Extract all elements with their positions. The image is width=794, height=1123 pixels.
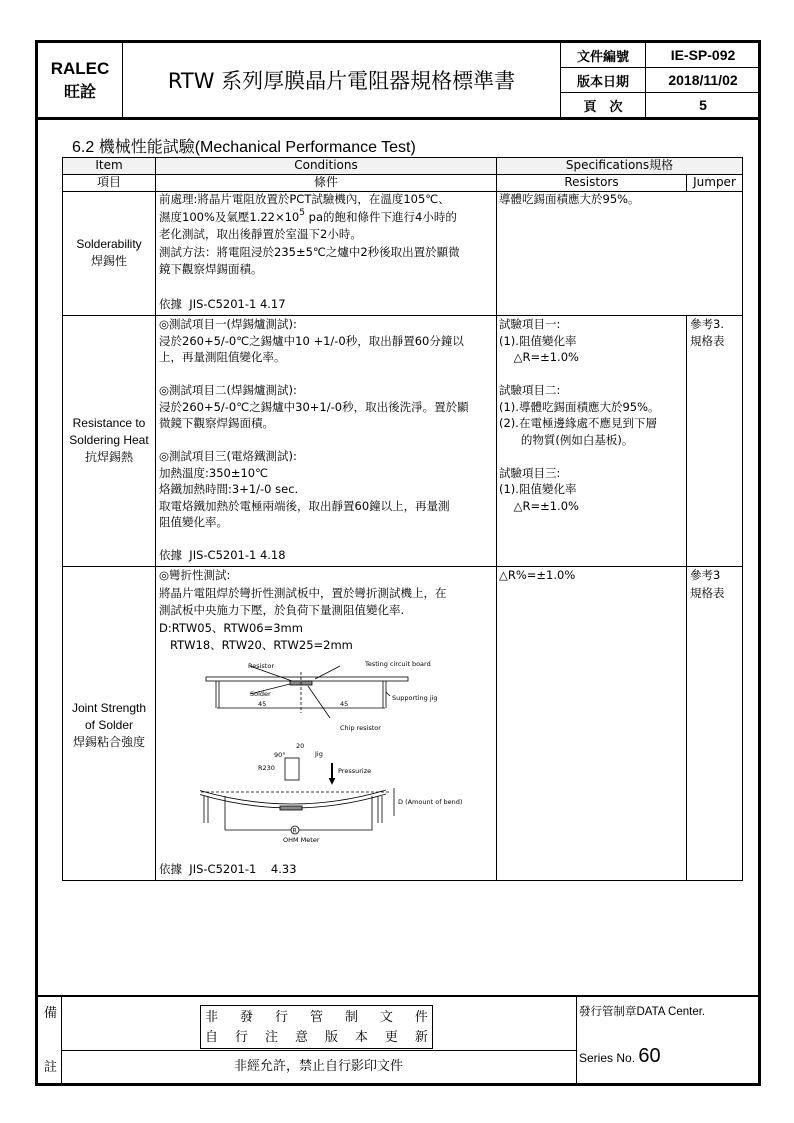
row1-conditions (156, 191, 460, 279)
doc-title: RTW 系列厚膜晶片電阻器規格標準書 (167, 69, 516, 93)
col-cond-zh: 條件 (155, 174, 497, 192)
date: 2018/11/02 (645, 67, 761, 93)
row3-spec: △R%=±1.0% (499, 568, 576, 582)
text-line (159, 531, 469, 548)
footer-divider (37, 995, 761, 997)
text-line: 測試板中央施力下壓，於負荷下量測阻值變化率. (159, 603, 405, 617)
text-line (159, 366, 469, 383)
row3-item (62, 700, 156, 751)
stamp-char: 版 (324, 1030, 338, 1045)
series (579, 1045, 661, 1068)
cond-line: 測試方法：將電阻浸於235±5℃之爐中2秒後取出置於顯微 (159, 244, 460, 259)
label-chip-resistor: Chip resistor (340, 724, 381, 732)
text-line: 試驗項目二: (499, 383, 561, 397)
stamp-char: 本 (354, 1030, 368, 1045)
item-en: Resistance to (72, 416, 146, 430)
col-spec: Specifications規格 (496, 157, 743, 175)
text-line: 微鏡下觀察焊錫面積。 (159, 416, 274, 430)
text: 濕度100%及氣壓1.22×10 (159, 209, 300, 224)
label-resistor: Resistor (248, 662, 274, 670)
remark-bei: 備 (44, 1006, 58, 1021)
col-item-zh: 項目 (62, 174, 156, 192)
item-en: Soldering Heat (69, 433, 149, 447)
item-zh: 焊錫性 (90, 254, 127, 268)
text-line: 的物質(例如白基板)。 (499, 432, 634, 447)
col-resistors: Resistors (496, 174, 687, 192)
stamp-char: 發 (239, 1010, 253, 1025)
label-board: Testing circuit board (365, 660, 431, 668)
row1-spec-cell (496, 191, 743, 316)
logo-zh: 旺詮 (63, 81, 96, 101)
label-dim-right: 45 (340, 700, 349, 708)
data-center: 發行管制章DATA Center. (579, 1006, 706, 1018)
stamp-char: 新 (414, 1030, 428, 1045)
remark-zhu: 註 (44, 1060, 58, 1075)
doc-no-label: 文件編號 (560, 42, 646, 68)
row2-conditions (156, 316, 469, 564)
stamp-line-2 (205, 1028, 428, 1048)
stamp-char: 意 (294, 1030, 308, 1045)
label-radius: R230 (258, 764, 275, 772)
row2-item (62, 415, 156, 466)
cond-line: 鏡下觀察焊錫面積。 (159, 262, 263, 276)
footer-row-line (61, 1050, 576, 1051)
item-en: Solderability (76, 237, 142, 251)
item-zh: 焊錫粘合強度 (72, 735, 145, 749)
stamp-char: 制 (344, 1010, 358, 1025)
text-line (499, 448, 660, 465)
section-title: 6.2 機械性能試驗(Mechanical Performance Test) (72, 139, 416, 156)
text-line: (1).導體吃錫面積應大於95%。 (499, 399, 660, 414)
label-ohm-meter: OHM Meter (283, 836, 320, 844)
row3-spec-cell (496, 566, 687, 881)
text-line: 試驗項目一: (499, 317, 561, 331)
cond-line: 老化測試，取出後靜置於室溫下2小時。 (159, 227, 362, 241)
stamp-char: 件 (414, 1010, 428, 1025)
label-dim-left: 45 (258, 700, 267, 708)
header-divider (37, 118, 761, 120)
text-line: 上，再量測阻值變化率。 (159, 350, 286, 364)
stamp-char: 更 (384, 1030, 398, 1045)
text-line: △R=±1.0% (499, 350, 579, 364)
row1-spec: 導體吃錫面積應大於95%。 (499, 192, 640, 206)
text-line: △R=±1.0% (499, 498, 579, 513)
stamp-char: 行 (234, 1030, 248, 1045)
stamp-char: 行 (274, 1010, 288, 1025)
stamp-line-1 (205, 1008, 428, 1028)
testing-board (206, 677, 408, 681)
text-line: (2).在電極邊緣處不應見到下層 (499, 416, 657, 430)
row2-jumper (688, 316, 725, 349)
text-line: 參考3. (690, 317, 724, 331)
text: pa的飽和條件下進行4小時的 (305, 209, 457, 224)
item-zh: 抗焊錫熱 (84, 450, 133, 464)
text-line: 試驗項目三: (499, 465, 561, 480)
stamp-char: 非 (205, 1010, 219, 1025)
row3-jumper-cell (686, 566, 743, 881)
label-dim-top: 20 (296, 742, 305, 750)
text-line: 浸於260+5/-0℃之錫爐中10 +1/-0秒，取出靜置60分鐘以 (159, 333, 464, 348)
date-label: 版本日期 (560, 67, 646, 93)
label-pressurize: Pressurize (338, 767, 372, 775)
row3-jumper (688, 567, 725, 602)
text-line: ◎彎折性測試: (159, 568, 231, 582)
row2-jumper-cell (686, 315, 743, 567)
text-line: ◎測試項目一(焊錫爐測試): (159, 317, 297, 331)
doc-title-cell (122, 42, 561, 118)
row1-cond-reference: 依據 JIS-C5201-1 4.17 (159, 297, 286, 311)
control-stamp (200, 1005, 433, 1049)
text-line: RTW18、RTW20、RTW25=2mm (159, 638, 353, 652)
row3-cond-reference: 依據 JIS-C5201-1 4.33 (159, 862, 297, 876)
series-number: 60 (638, 1045, 661, 1067)
col-cond-en: Conditions (155, 157, 497, 175)
cond-line: 前處理:將晶片電阻放置於PCT試驗機內，在溫度105℃、 (159, 192, 450, 206)
text-line: 規格表 (690, 585, 725, 600)
text-line: 將晶片電阻焊於彎折性測試板中，置於彎折測試機上，在 (159, 585, 447, 600)
row1-item (62, 236, 156, 270)
col-item-en: Item (62, 157, 156, 175)
text-line: (1).阻值變化率 (499, 482, 577, 496)
bending-test-diagram (200, 658, 470, 858)
col-jumper: Jumper (686, 174, 743, 192)
text-line: 依據 JIS-C5201-1 4.18 (159, 548, 286, 562)
label-bend: D (Amount of bend) (398, 798, 463, 806)
row3-conditions (156, 567, 447, 655)
text-line: 取電烙鐵加熱於電極兩端後，取出靜置60鐘以上，再量測 (159, 498, 450, 513)
text-line (159, 432, 469, 449)
exponent: 5 (299, 207, 305, 218)
doc-no: IE-SP-092 (645, 42, 761, 68)
ohm-r-symbol: R (292, 827, 297, 835)
item-en: of Solder (84, 718, 134, 732)
text-line: ◎測試項目三(電烙鐵測試): (159, 449, 297, 463)
jig-shape (285, 758, 299, 780)
stamp-char: 管 (309, 1010, 323, 1025)
text-line: 烙鐵加熱時間:3+1/-0 sec. (159, 482, 299, 496)
label-supporting-jig: Supporting jig (392, 694, 438, 702)
footer-col-line (576, 995, 577, 1085)
page-number: 5 (645, 92, 761, 118)
logo-en: RALEC (50, 58, 110, 78)
label-angle: 90° (274, 751, 286, 759)
label-jig: Jig (315, 750, 323, 758)
text-line: (1).阻值變化率 (499, 333, 577, 348)
stamp-char: 文 (379, 1010, 393, 1025)
cond-line (159, 209, 460, 227)
text-line: 規格表 (690, 333, 725, 348)
stamp-char: 注 (264, 1030, 278, 1045)
text-line: ◎測試項目二(焊錫爐測試): (159, 383, 297, 397)
page-label: 頁 次 (560, 92, 646, 118)
label-solder: Solder (250, 690, 271, 698)
series-label: Series No. (579, 1051, 636, 1065)
text-line: 參考3 (690, 568, 721, 582)
stamp-char: 自 (205, 1030, 219, 1045)
text-line: 浸於260+5/-0℃之錫爐中30+1/-0秒，取出後洗淨。置於顯 (159, 399, 469, 414)
text-line: 阻值變化率。 (159, 515, 228, 529)
row2-spec (497, 316, 660, 514)
logo (37, 42, 123, 118)
copy-notice: 非經允許，禁止自行影印文件 (233, 1059, 403, 1074)
text-line (499, 366, 660, 383)
item-en: Joint Strength (71, 701, 147, 715)
text-line: 加熱溫度:350±10℃ (159, 465, 269, 480)
text-line: D:RTW05、RTW06=3mm (159, 620, 303, 635)
